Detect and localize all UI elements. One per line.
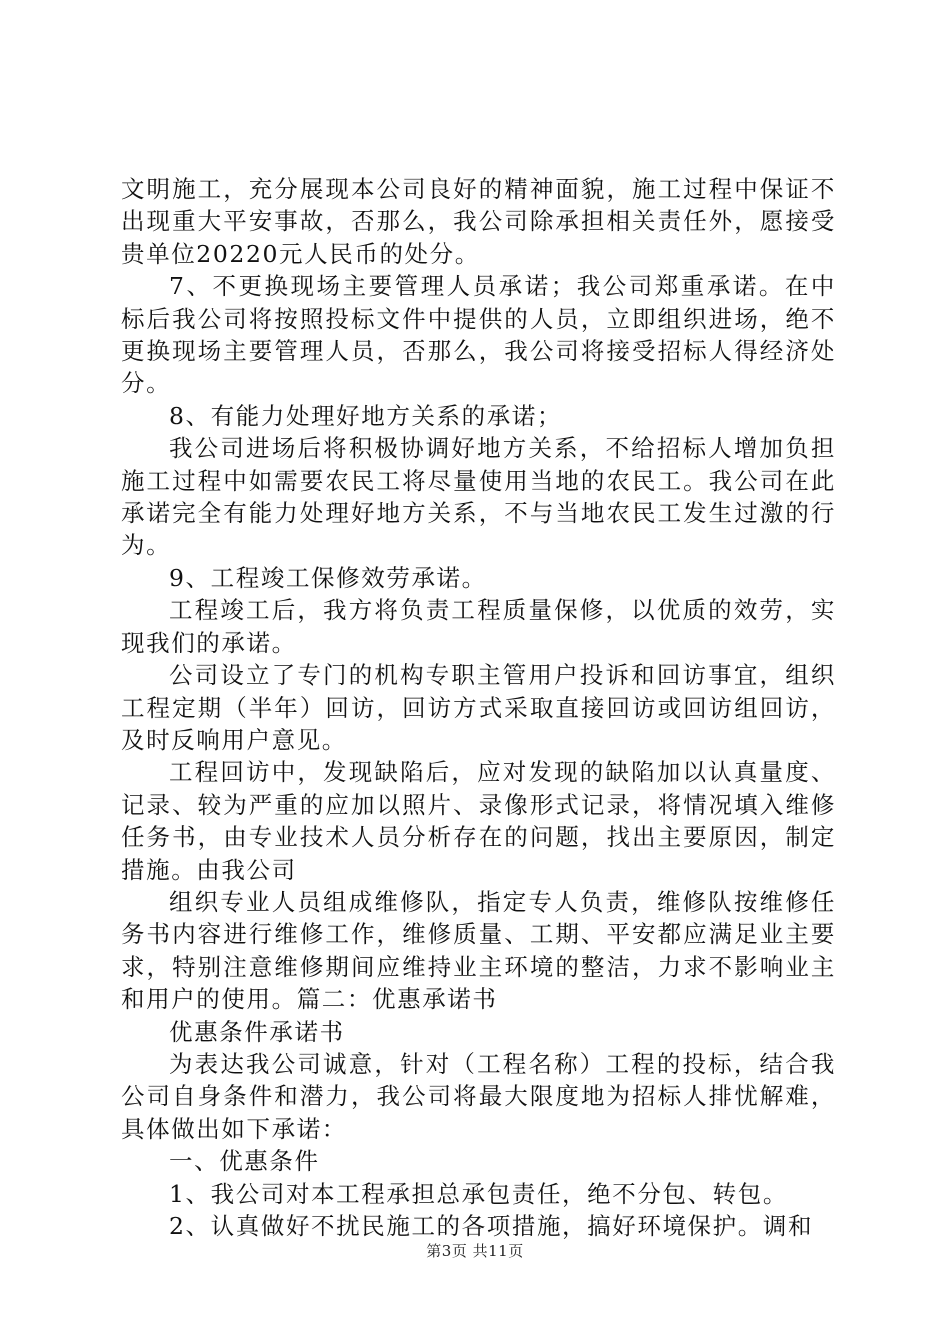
page-number-label: 第3页 共11页 xyxy=(426,1242,524,1260)
paragraph-3: 8、有能力处理好地方关系的承诺； xyxy=(169,401,563,430)
paragraph-5: 9、工程竣工保修效劳承诺。 xyxy=(169,563,487,592)
paragraph-9: 组织专业人员组成维修队，指定专人负责，维修队按维修任务书内容进行维修工作，维修质量、工期、平安都应满足业主要求，特别注意维修期间应维持业主环境的整洁，力求不影响业主和用户的使用。篇二：优惠承诺书 xyxy=(121,887,836,1014)
paragraph-7: 公司设立了专门的机构专职主管用户投诉和回访事宜，组织工程定期（半年）回访，回访方式采取直接回访或回访组回访，及时反响用户意见。 xyxy=(121,661,836,754)
paragraph-1: 文明施工，充分展现本公司良好的精神面貌，施工过程中保证不出现重大平安事故，否那么，我公司除承担相关责任外，愿接受贵单位20220元人民币的处分。 xyxy=(121,175,836,268)
paragraph-2: 7、不更换现场主要管理人员承诺；我公司郑重承诺。在中标后我公司将按照投标文件中提供的人员，立即组织进场，绝不更换现场主要管理人员，否那么，我公司将接受招标人得经济处分。 xyxy=(121,272,836,398)
paragraph-6: 工程竣工后，我方将负责工程质量保修，以优质的效劳，实现我们的承诺。 xyxy=(121,596,836,657)
paragraph-13: 1、我公司对本工程承担总承包责任，绝不分包、转包。 xyxy=(169,1179,788,1208)
paragraph-10: 优惠条件承诺书 xyxy=(169,1017,345,1046)
page-footer xyxy=(0,1241,950,1261)
paragraph-12: 一、优惠条件 xyxy=(169,1147,320,1176)
paragraph-8: 工程回访中，发现缺陷后，应对发现的缺陷加以认真量度、记录、较为严重的应加以照片、录像形式记录，将情况填入维修任务书，由专业技术人员分析存在的问题，找出主要原因，制定措施。由我公司 xyxy=(121,758,836,884)
paragraph-14: 2、认真做好不扰民施工的各项措施，搞好环境保护。调和 xyxy=(169,1212,814,1240)
paragraph-11: 为表达我公司诚意，针对（工程名称）工程的投标，结合我公司自身条件和潜力，我公司将最大限度地为招标人排忧解难，具体做出如下承诺： xyxy=(121,1049,836,1143)
paragraph-4: 我公司进场后将积极协调好地方关系，不给招标人增加负担施工过程中如需要农民工将尽量使用当地的农民工。我公司在此承诺完全有能力处理好地方关系，不与当地农民工发生过激的行为。 xyxy=(121,434,836,560)
document-body xyxy=(121,173,836,1242)
